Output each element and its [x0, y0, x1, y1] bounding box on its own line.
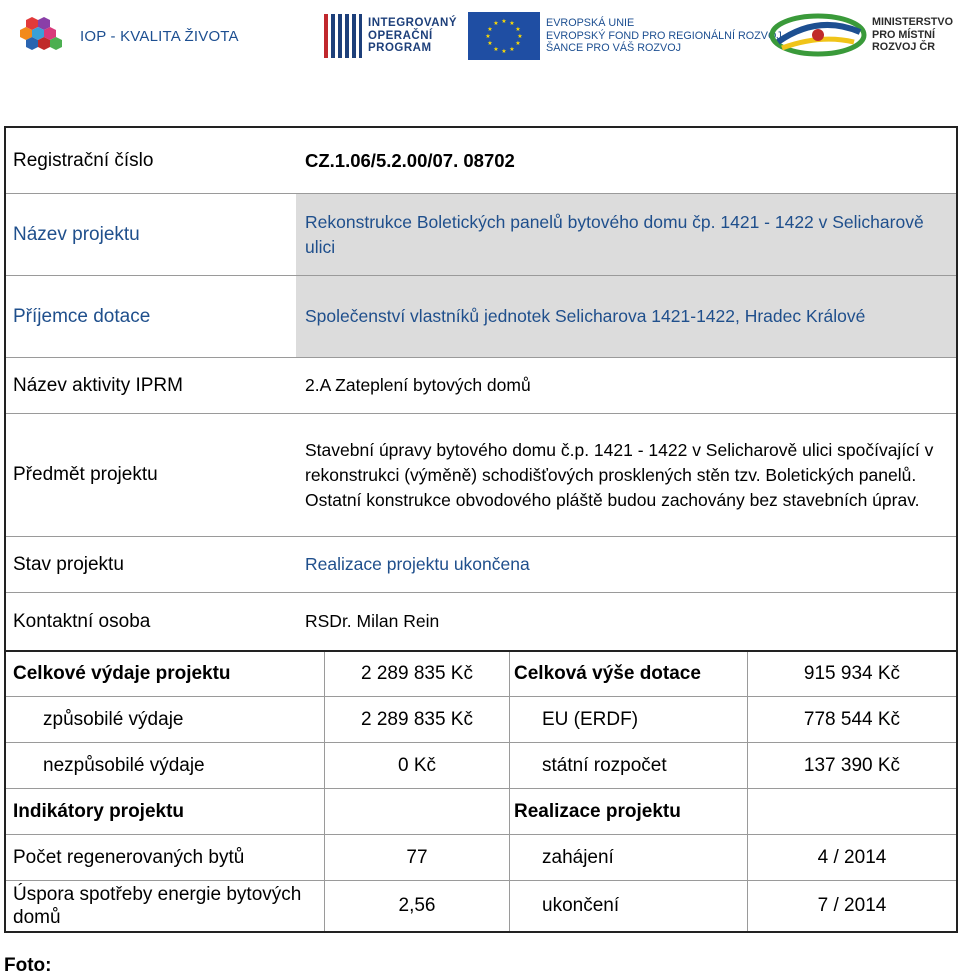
- ineligible-label: nezpůsobilé výdaje: [43, 754, 205, 776]
- status-value: Realizace projektu ukončena: [305, 554, 530, 574]
- subject-row: [6, 414, 956, 537]
- activity-value: 2.A Zateplení bytových domů: [305, 375, 531, 395]
- indicators-empty: [324, 789, 509, 834]
- finance-table: [4, 650, 958, 933]
- registration-value: CZ.1.06/5.2.00/07. 08702: [305, 150, 515, 171]
- eligible-row: [6, 696, 956, 742]
- eu-line-3: ŠANCE PRO VÁŠ ROZVOJ: [546, 42, 681, 55]
- end-label: ukončení: [509, 881, 747, 931]
- eu-logo: [468, 12, 782, 60]
- activity-row: [6, 358, 956, 414]
- mmr-line-3: ROZVOJ ČR: [872, 41, 935, 54]
- grant-label: Celková výše dotace: [509, 652, 747, 696]
- svg-text:★: ★: [509, 46, 515, 53]
- svg-text:★: ★: [501, 48, 507, 55]
- activity-label: Název aktivity IPRM: [13, 374, 183, 396]
- svg-text:★: ★: [487, 40, 493, 47]
- recipient-row: [6, 276, 956, 358]
- project-name-row: [6, 194, 956, 276]
- flats-row: [6, 834, 956, 880]
- energy-value: 2,56: [324, 881, 509, 931]
- svg-text:★: ★: [515, 40, 521, 47]
- logo-header: [0, 0, 960, 70]
- flats-label: Počet regenerovaných bytů: [13, 846, 245, 868]
- integ-line-1: INTEGROVANÝ: [368, 17, 457, 30]
- svg-text:★: ★: [509, 20, 515, 27]
- iop-logo: [18, 16, 239, 56]
- svg-text:★: ★: [487, 26, 493, 33]
- eligible-value: 2 289 835 Kč: [324, 697, 509, 742]
- realization-empty: [747, 789, 956, 834]
- project-name-value: Rekonstrukce Boletických panelů bytového domu čp. 1421 - 1422 v Selicharově ulici: [296, 194, 956, 275]
- integ-line-2: OPERAČNÍ: [368, 29, 433, 42]
- total-row: [6, 650, 956, 696]
- total-label: Celkové výdaje projektu: [13, 663, 231, 684]
- contact-label: Kontaktní osoba: [13, 610, 151, 632]
- mmr-swoosh-icon: [768, 12, 868, 58]
- eu-value: 778 544 Kč: [747, 697, 956, 742]
- state-label: státní rozpočet: [509, 743, 747, 788]
- iop-logo-text: IOP - KVALITA ŽIVOTA: [80, 27, 239, 45]
- hexagon-cluster-icon: [18, 16, 74, 56]
- status-row: [6, 537, 956, 593]
- svg-text:★: ★: [517, 33, 523, 40]
- recipient-value: Společenství vlastníků jednotek Selicharova 1421-1422, Hradec Králové: [296, 276, 956, 357]
- project-name-label: Název projektu: [13, 223, 140, 245]
- eu-line-2: EVROPSKÝ FOND PRO REGIONÁLNÍ ROZVOJ: [546, 29, 782, 42]
- subject-label: Předmět projektu: [13, 464, 158, 485]
- svg-text:★: ★: [493, 20, 499, 27]
- svg-text:★: ★: [485, 33, 491, 40]
- contact-row: [6, 593, 956, 650]
- subject-value: Stavební úpravy bytového domu č.p. 1421 - 1422 v Selicharově ulici spočívající v rekonstrukci (výměně) schodišťových prosklených stěn tzv. Boletických panelů. Ostatní konstrukce obvodového pláště budou zachovány bez stavebních úprav.: [305, 439, 934, 510]
- project-info-table: [4, 126, 958, 652]
- end-value: 7 / 2014: [747, 881, 956, 931]
- bars-icon: [320, 10, 364, 62]
- foto-label: Foto:: [4, 955, 52, 976]
- svg-text:★: ★: [493, 46, 499, 53]
- integ-line-3: PROGRAM: [368, 42, 432, 55]
- state-value: 137 390 Kč: [747, 743, 956, 788]
- ineligible-value: 0 Kč: [324, 743, 509, 788]
- integrovany-program-logo: [320, 10, 457, 62]
- eligible-label: způsobilé výdaje: [43, 708, 184, 730]
- start-value: 4 / 2014: [747, 835, 956, 880]
- svg-text:★: ★: [501, 18, 507, 25]
- start-label: zahájení: [509, 835, 747, 880]
- mmr-line-1: MINISTERSTVO: [872, 16, 953, 29]
- mmr-line-2: PRO MÍSTNÍ: [872, 28, 935, 41]
- ineligible-row: [6, 742, 956, 788]
- indicators-header-row: [6, 788, 956, 834]
- total-value: 2 289 835 Kč: [324, 652, 509, 696]
- status-label: Stav projektu: [13, 553, 124, 575]
- registration-row: [6, 128, 956, 194]
- registration-label: Registrační číslo: [13, 149, 154, 171]
- grant-value: 915 934 Kč: [747, 652, 956, 696]
- ministerstvo-logo: [768, 12, 953, 58]
- eu-line-1: EVROPSKÁ UNIE: [546, 17, 635, 30]
- eu-label: EU (ERDF): [509, 697, 747, 742]
- realization-label: Realizace projektu: [509, 789, 747, 834]
- energy-row: [6, 880, 956, 931]
- recipient-label: Příjemce dotace: [13, 305, 151, 327]
- contact-value: RSDr. Milan Rein: [305, 611, 440, 631]
- eu-flag-icon: [468, 12, 540, 60]
- svg-text:★: ★: [515, 26, 521, 33]
- energy-label: Úspora spotřeby energie bytových domů: [13, 884, 302, 928]
- flats-value: 77: [324, 835, 509, 880]
- indicators-label: Indikátory projektu: [13, 800, 185, 822]
